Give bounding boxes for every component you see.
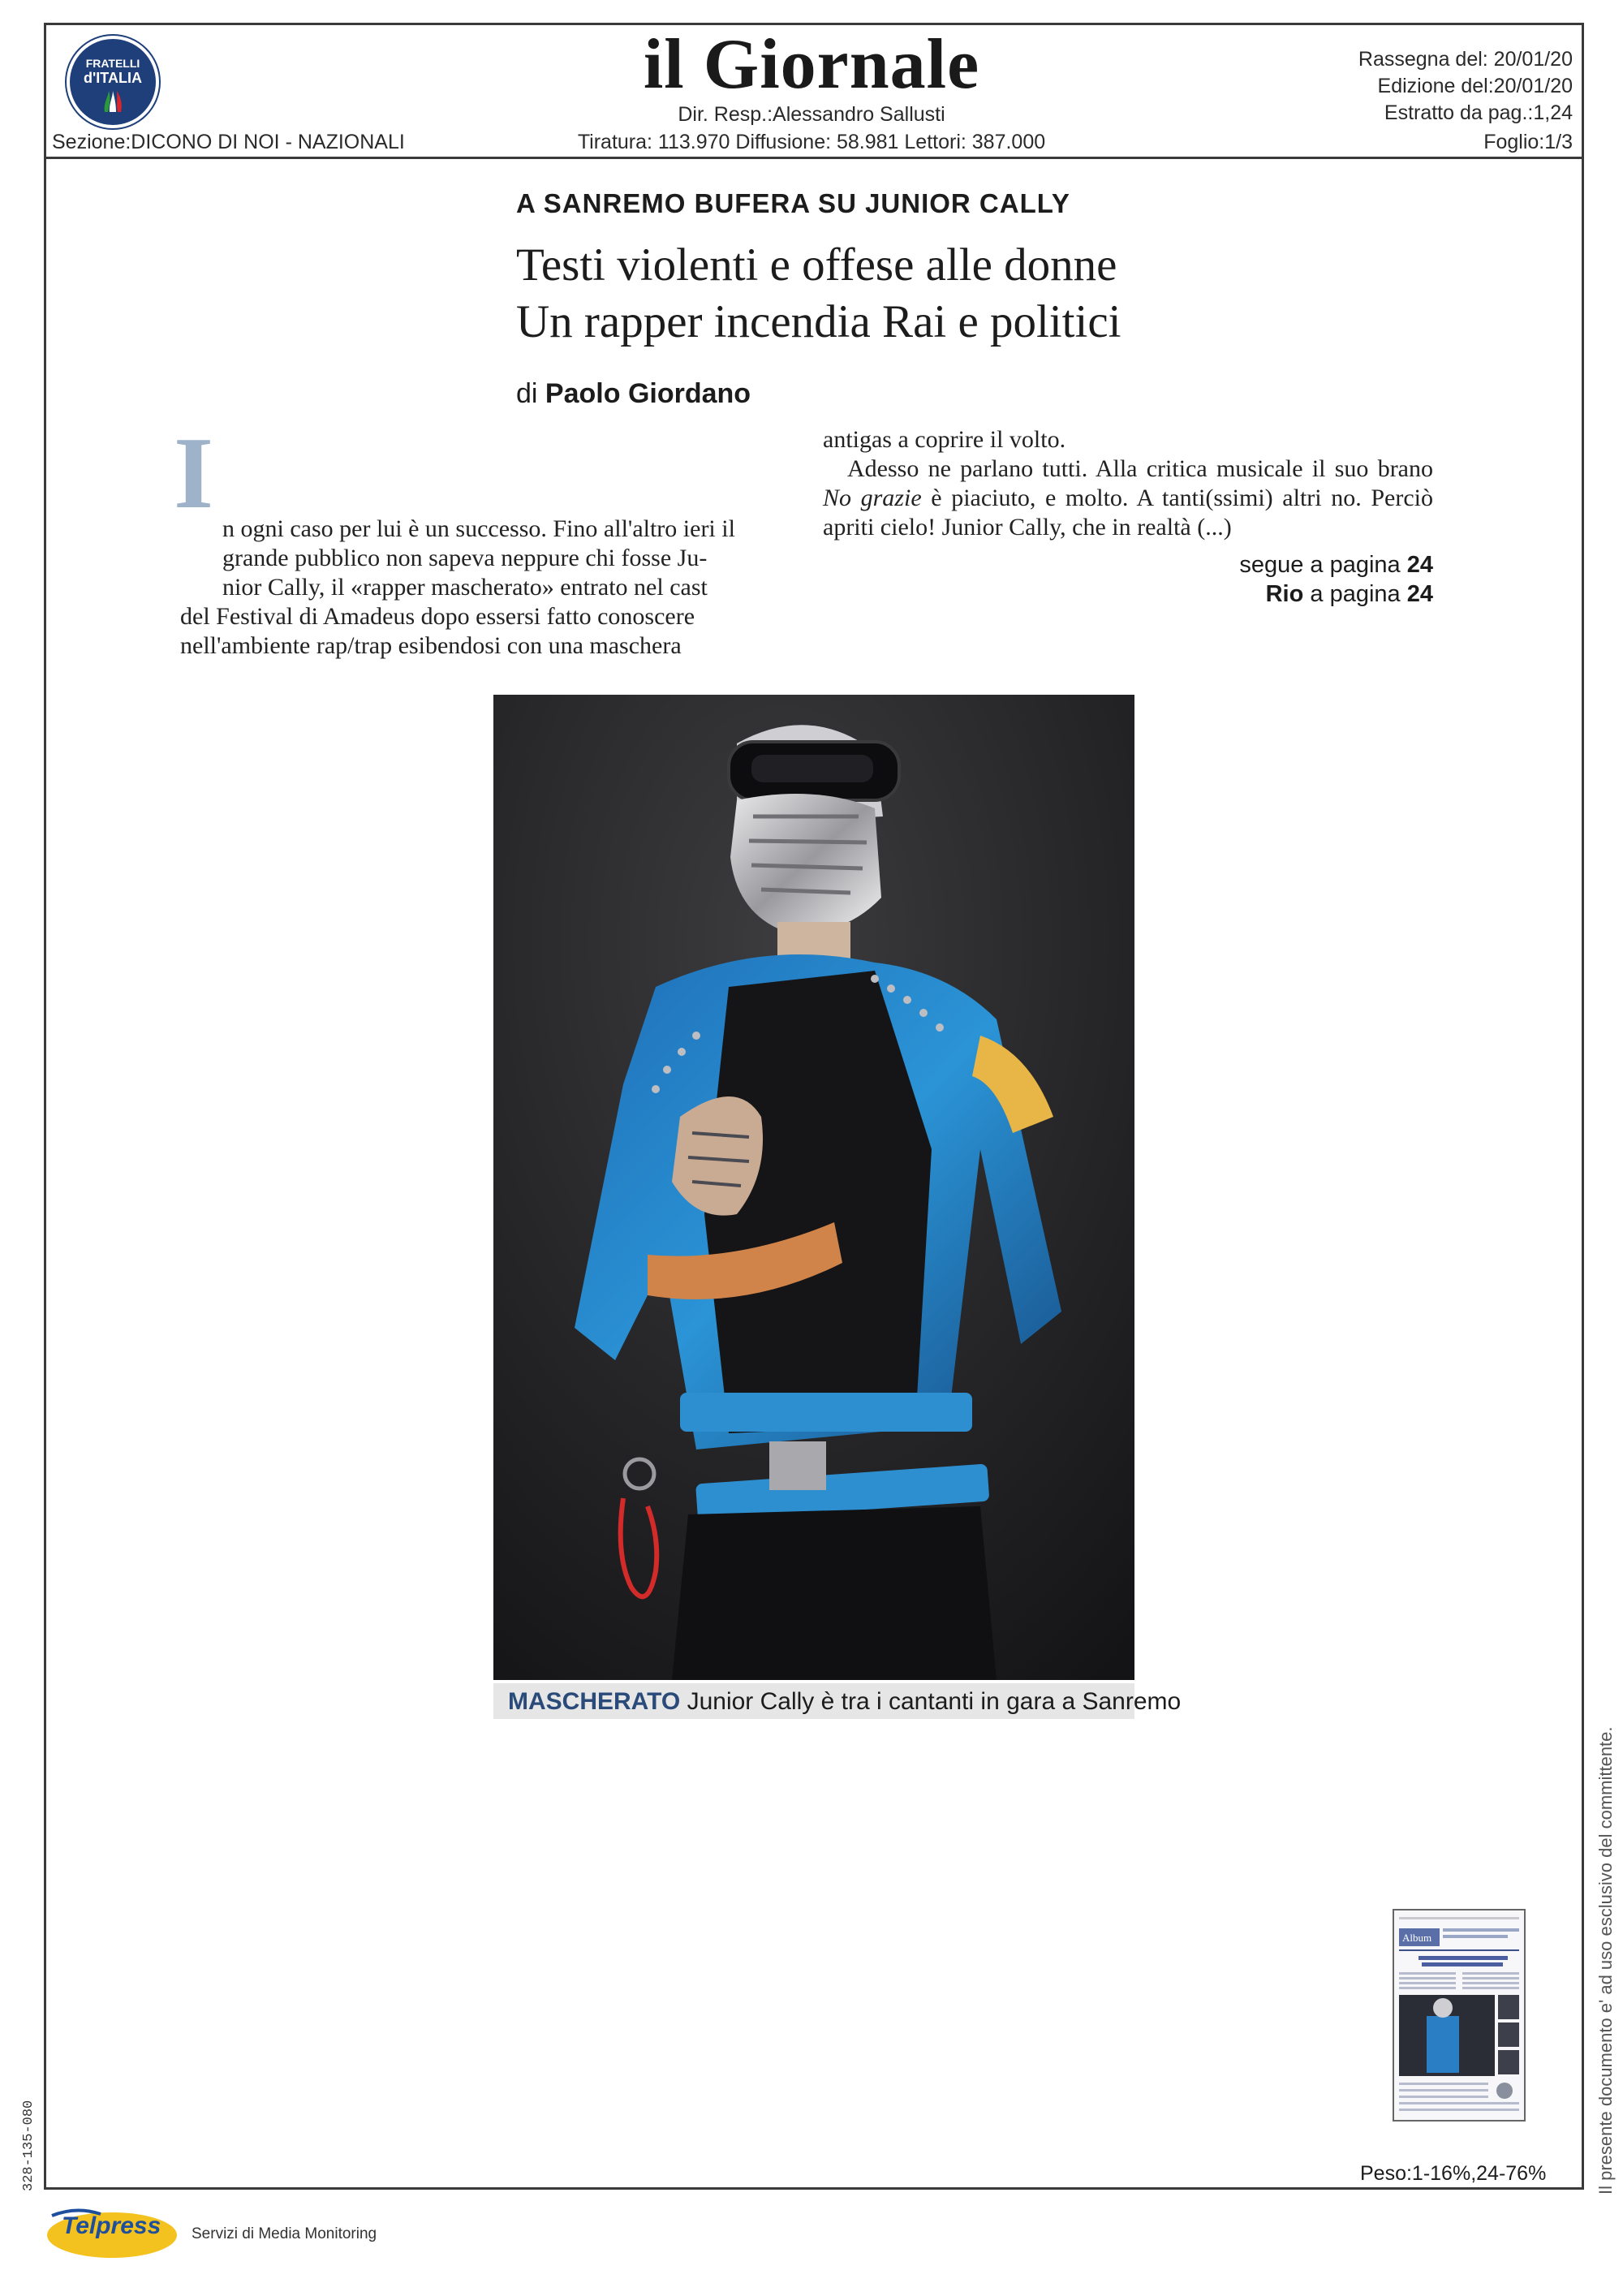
- continue-text: segue a pagina: [1239, 552, 1401, 578]
- tricolor-flame-icon: [101, 89, 124, 114]
- column-1-line: n ogni caso per lui è un successo. Fino all'altro ieri il: [222, 515, 735, 542]
- article-column-1: [180, 515, 790, 661]
- column-1-line: del Festival di Amadeus dopo essersi fatto conoscere: [180, 603, 695, 630]
- related-page: 24: [1406, 581, 1433, 607]
- edizione-date: Edizione del:20/01/20: [1377, 75, 1573, 97]
- drop-cap: I: [174, 417, 214, 530]
- headline-line-1: Testi violenti e offese alle donne: [516, 239, 1117, 291]
- related-author: Rio: [1265, 581, 1304, 607]
- rassegna-date: Rassegna del: 20/01/20: [1358, 48, 1573, 71]
- song-title: No grazie: [823, 485, 922, 511]
- byline: [516, 378, 751, 410]
- weight-label: Peso:1-16%,24-76%: [1360, 2162, 1547, 2185]
- circulation-stats: Tiratura: 113.970 Diffusione: 58.981 Lettori: 387.000: [577, 131, 1046, 153]
- column-1-line: grande pubblico non sapeva neppure chi fosse Ju-: [222, 545, 708, 571]
- rapper-photo: [493, 695, 1134, 1680]
- byline-prefix: di: [516, 378, 538, 409]
- thumbnail-section: Album: [1402, 1932, 1432, 1944]
- thumbnail-image: [1394, 1910, 1524, 2120]
- related-link[interactable]: [1055, 579, 1433, 609]
- party-logo: [67, 36, 159, 128]
- headline-line-2: Un rapper incendia Rai e politici: [516, 296, 1121, 347]
- caption-text: [508, 1688, 1181, 1716]
- caption-label: MASCHERATO: [508, 1688, 681, 1715]
- footer-services: Servizi di Media Monitoring: [192, 2225, 377, 2242]
- paragraph-text: Adesso ne parlano tutti. Alla critica musicale il suo brano: [847, 455, 1433, 482]
- logo-line2: d'ITALIA: [84, 70, 142, 86]
- article-column-2: [823, 425, 1433, 542]
- related-text: a pagina: [1310, 581, 1401, 607]
- sheet-number: Foglio:1/3: [1483, 131, 1573, 153]
- section-label: Sezione:DICONO DI NOI - NAZIONALI: [52, 131, 405, 153]
- telpress-brand: Telpress: [62, 2212, 161, 2239]
- logo-line1: FRATELLI: [85, 57, 140, 70]
- byline-author: Paolo Giordano: [545, 378, 751, 409]
- page-thumbnail[interactable]: [1393, 1909, 1526, 2122]
- continue-page: 24: [1406, 552, 1433, 578]
- director-line: Dir. Resp.:Alessandro Sallusti: [678, 103, 945, 126]
- caption-body: Junior Cally è tra i cantanti in gara a Sanremo: [687, 1688, 1182, 1715]
- column-1-line: nior Cally, il «rapper mascherato» entrato nel cast: [222, 574, 708, 601]
- masthead-title: il Giornale: [643, 25, 980, 104]
- column-2-line: antigas a coprire il volto.: [823, 426, 1066, 453]
- continue-link[interactable]: [1055, 550, 1433, 579]
- page-references: [1055, 550, 1433, 609]
- review-meta: [1358, 47, 1573, 127]
- rapper-photo-image: [493, 695, 1134, 1680]
- article-kicker: A SANREMO BUFERA SU JUNIOR CALLY: [516, 188, 1070, 218]
- paragraph-text: è piaciuto, e molto. A tanti(ssimi) altri no. Perciò apriti cielo! Junior Cally, che in realtà (...): [823, 485, 1433, 541]
- photo-caption: [493, 1683, 1182, 1719]
- telpress-logo: [44, 2204, 180, 2259]
- usage-disclaimer: Il presente documento e' ad uso esclusivo del committente.: [1595, 1726, 1616, 2195]
- column-1-line: nell'ambiente rap/trap esibendosi con una maschera: [180, 632, 682, 659]
- article-headline: [516, 237, 1490, 351]
- document-code: 328-135-080: [21, 2100, 37, 2191]
- column-2-paragraph: [823, 454, 1433, 542]
- estratto-pages: Estratto da pag.:1,24: [1384, 101, 1573, 124]
